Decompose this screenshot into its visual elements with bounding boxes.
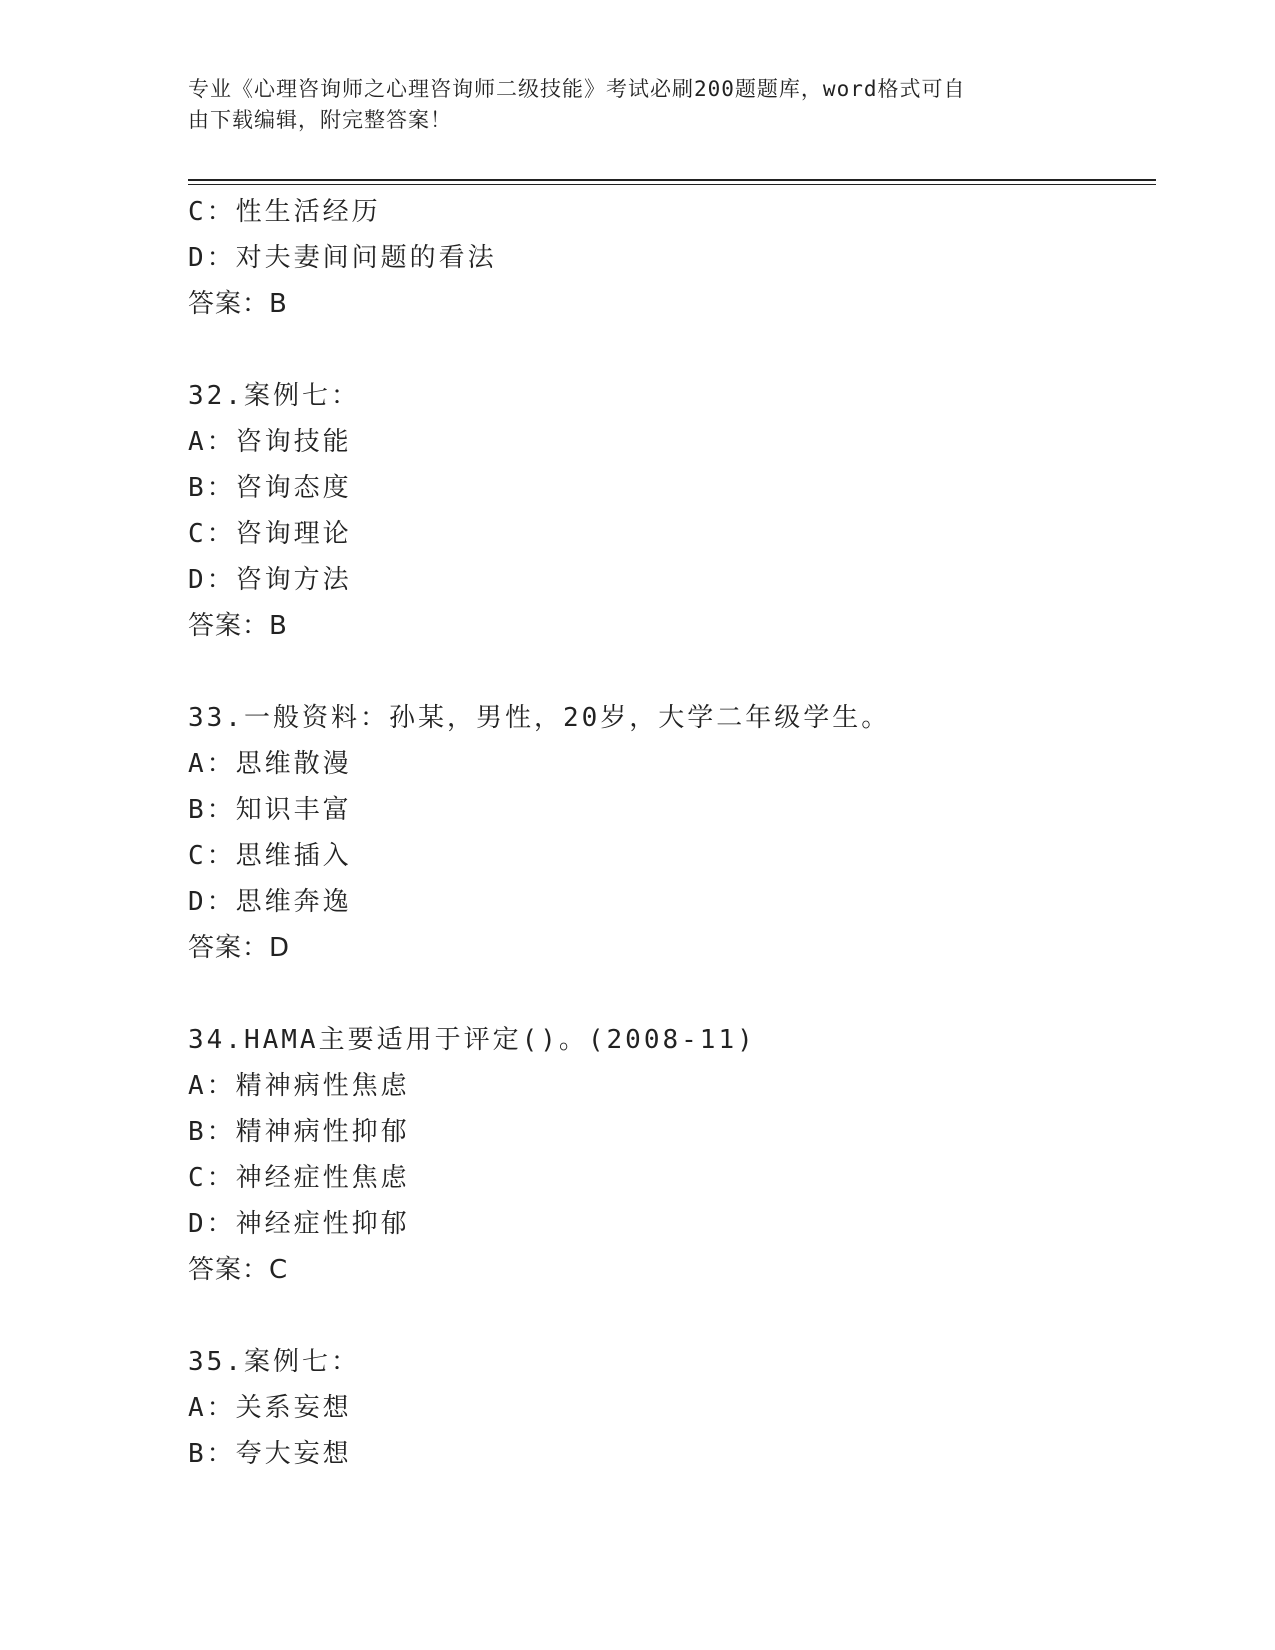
- answer-line: 答案：C: [188, 1255, 289, 1285]
- option-line: A：精神病性焦虑: [188, 1071, 410, 1101]
- question-line: 34.HAMA主要适用于评定()。(2008-11): [188, 1025, 756, 1055]
- answer-line: 答案：B: [188, 611, 288, 641]
- option-line: D：咨询方法: [188, 565, 352, 595]
- header-line-1: 专业《心理咨询师之心理咨询师二级技能》考试必刷200题题库，word格式可自: [188, 77, 966, 101]
- header-rule-thick: [188, 179, 1156, 181]
- question-line: 33.一般资料：孙某，男性，20岁，大学二年级学生。: [188, 703, 891, 733]
- option-line: B：精神病性抑郁: [188, 1117, 410, 1147]
- spacer: [188, 1293, 1156, 1339]
- option-line: B：咨询态度: [188, 473, 352, 503]
- option-line: A：思维散漫: [188, 749, 352, 779]
- spacer: [188, 327, 1156, 373]
- option-line: D：思维奔逸: [188, 887, 352, 917]
- question-line: 35.案例七：: [188, 1347, 360, 1377]
- option-line: A：关系妄想: [188, 1393, 352, 1423]
- question-line: 32.案例七：: [188, 381, 360, 411]
- answer-line: 答案：B: [188, 289, 288, 319]
- answer-line: 答案：D: [188, 933, 291, 963]
- option-line: C：思维插入: [188, 841, 352, 871]
- option-line: C：神经症性焦虑: [188, 1163, 410, 1193]
- spacer: [188, 971, 1156, 1017]
- spacer: [188, 649, 1156, 695]
- option-line: C：咨询理论: [188, 519, 352, 549]
- header-line-2: 由下载编辑，附完整答案！: [188, 108, 452, 132]
- option-line: C：性生活经历: [188, 197, 381, 227]
- question-list: [188, 189, 1156, 1477]
- option-line: A：咨询技能: [188, 427, 352, 457]
- option-line: B：知识丰富: [188, 795, 352, 825]
- document-header: [188, 74, 1068, 136]
- option-line: D：对夫妻间问题的看法: [188, 243, 497, 273]
- option-line: B：夸大妄想: [188, 1439, 352, 1469]
- header-rule-thin: [188, 184, 1156, 185]
- option-line: D：神经症性抑郁: [188, 1209, 410, 1239]
